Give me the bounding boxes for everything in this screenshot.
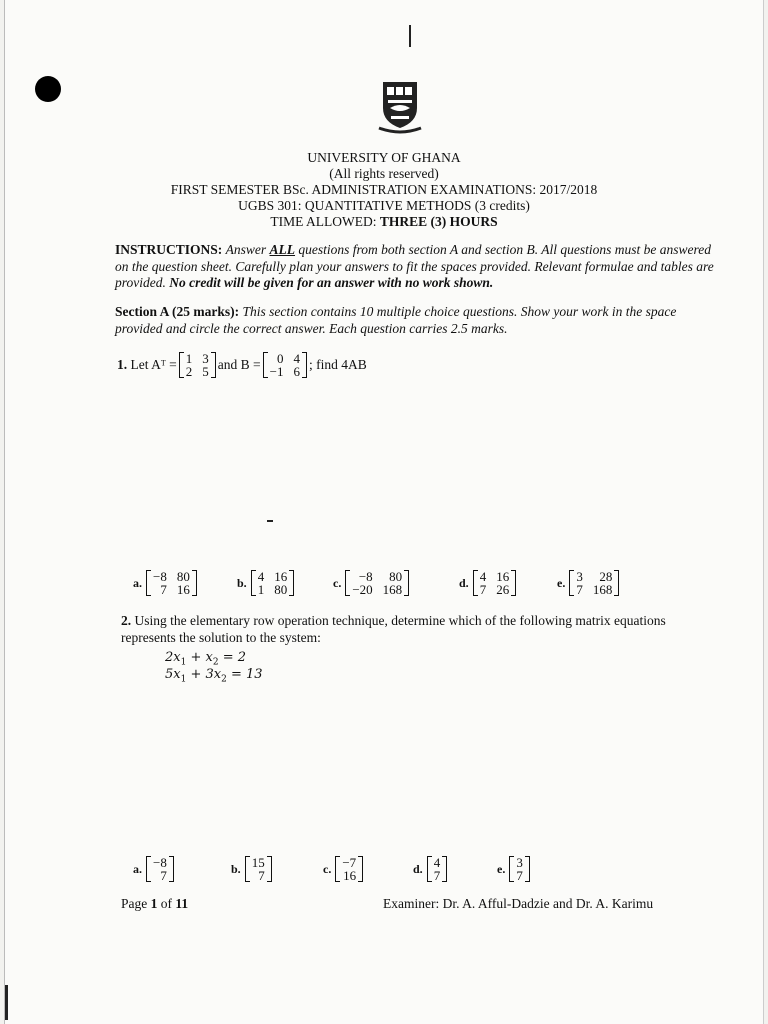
option-label: e. (497, 861, 506, 876)
option-label: b. (237, 575, 247, 590)
matrix-cell: 7 (516, 868, 523, 883)
option-matrix (509, 856, 530, 882)
option-b[interactable] (237, 570, 296, 596)
option-d[interactable] (459, 570, 518, 596)
university-name: UNIVERSITY OF GHANA (307, 150, 461, 165)
university-crest-icon (377, 78, 423, 134)
option-b[interactable] (231, 856, 274, 882)
matrix-cell: 7 (160, 582, 167, 597)
matrix-cell: 4 (433, 855, 441, 870)
option-matrix (335, 856, 363, 882)
matrix-b: 0 4 −1 6 (263, 352, 307, 378)
matrix-cell: 168 (382, 582, 403, 597)
option-label: a. (133, 861, 142, 876)
option-label: e. (557, 575, 566, 590)
option-label: a. (133, 575, 142, 590)
option-a[interactable] (133, 570, 199, 596)
matrix-cell: 1 (257, 582, 265, 597)
instructions: INSTRUCTIONS: Answer ALL questions from both section A and section B. All questions must be answered on the question sheet. Carefully plan your answers to fit the spaces provided. Relevant formulae and tables are provided. No credit will be given for an answer with no work shown. (115, 242, 714, 290)
matrix-cell: −20 (352, 582, 373, 597)
scan-mark (5, 985, 8, 1020)
question-1: 1. Let Aᵀ = 1 3 2 5 and B = 0 4 −1 6 ; find 4AB (117, 351, 367, 379)
option-label: c. (333, 575, 342, 590)
option-matrix (146, 856, 174, 882)
matrix-cell: 3 (576, 569, 583, 584)
matrix-cell: 3 (516, 855, 523, 870)
option-matrix (245, 856, 272, 882)
matrix-cell: 7 (258, 868, 265, 883)
matrix-cell: −8 (153, 855, 167, 870)
punch-hole-mark (35, 76, 61, 102)
matrix-cell: 80 (274, 582, 288, 597)
matrix-cell: −7 (342, 855, 357, 870)
matrix-cell: 80 (176, 569, 190, 584)
option-e[interactable] (557, 570, 621, 596)
option-matrix (473, 570, 517, 596)
option-c[interactable] (323, 856, 365, 882)
option-label: d. (459, 575, 469, 590)
page-number: Page 1 of 11 (121, 896, 189, 911)
matrix-cell: 16 (274, 569, 288, 584)
option-label: b. (231, 861, 241, 876)
matrix-cell: 16 (176, 582, 190, 597)
time-allowed: TIME ALLOWED: THREE (3) HOURS (270, 214, 498, 229)
option-d[interactable] (413, 856, 449, 882)
matrix-cell: 7 (433, 868, 441, 883)
equation-1: $2x_1 + x_2 = 2$ (165, 650, 247, 668)
exam-title: FIRST SEMESTER BSc. ADMINISTRATION EXAMINATIONS: 2017/2018 (170, 182, 598, 197)
option-matrix (146, 570, 197, 596)
matrix-cell: 16 (496, 569, 510, 584)
exam-page (4, 0, 764, 1024)
matrix-a-transpose: 1 3 2 5 (179, 352, 216, 378)
option-matrix (427, 856, 448, 882)
matrix-cell: 15 (251, 855, 265, 870)
matrix-cell: 7 (479, 582, 487, 597)
course-title: UGBS 301: QUANTITATIVE METHODS (3 credits) (238, 198, 530, 213)
rights-notice: (All rights reserved) (329, 166, 439, 181)
option-label: c. (323, 861, 332, 876)
matrix-cell: 7 (160, 868, 167, 883)
examiner-names: Examiner: Dr. A. Afful-Dadzie and Dr. A. Karimu (383, 896, 654, 911)
question-2: 2. Using the elementary row operation technique, determine which of the following matrix equations represents the solution to the system: (121, 613, 666, 645)
matrix-cell: 4 (257, 569, 265, 584)
matrix-cell: 7 (576, 582, 583, 597)
matrix-cell: 26 (496, 582, 510, 597)
scan-mark (267, 520, 273, 522)
matrix-cell: −8 (358, 569, 373, 584)
option-e[interactable] (497, 856, 532, 882)
matrix-cell: 4 (479, 569, 487, 584)
equation-2: $5x_1 + 3x_2 = 13$ (165, 667, 263, 685)
matrix-cell: 80 (389, 569, 403, 584)
option-c[interactable] (333, 570, 411, 596)
matrix-cell: 168 (592, 582, 613, 597)
option-matrix (251, 570, 295, 596)
option-a[interactable] (133, 856, 176, 882)
section-a-heading: Section A (25 marks): This section contains 10 multiple choice questions. Show your work in the space provided and circle the correct answer. Each question carries 2.5 marks. (115, 304, 677, 336)
matrix-cell: 28 (599, 569, 613, 584)
option-label: d. (413, 861, 423, 876)
scan-mark (409, 25, 411, 47)
option-matrix (569, 570, 619, 596)
option-matrix (345, 570, 409, 596)
matrix-cell: −8 (153, 569, 167, 584)
matrix-cell: 16 (343, 868, 357, 883)
